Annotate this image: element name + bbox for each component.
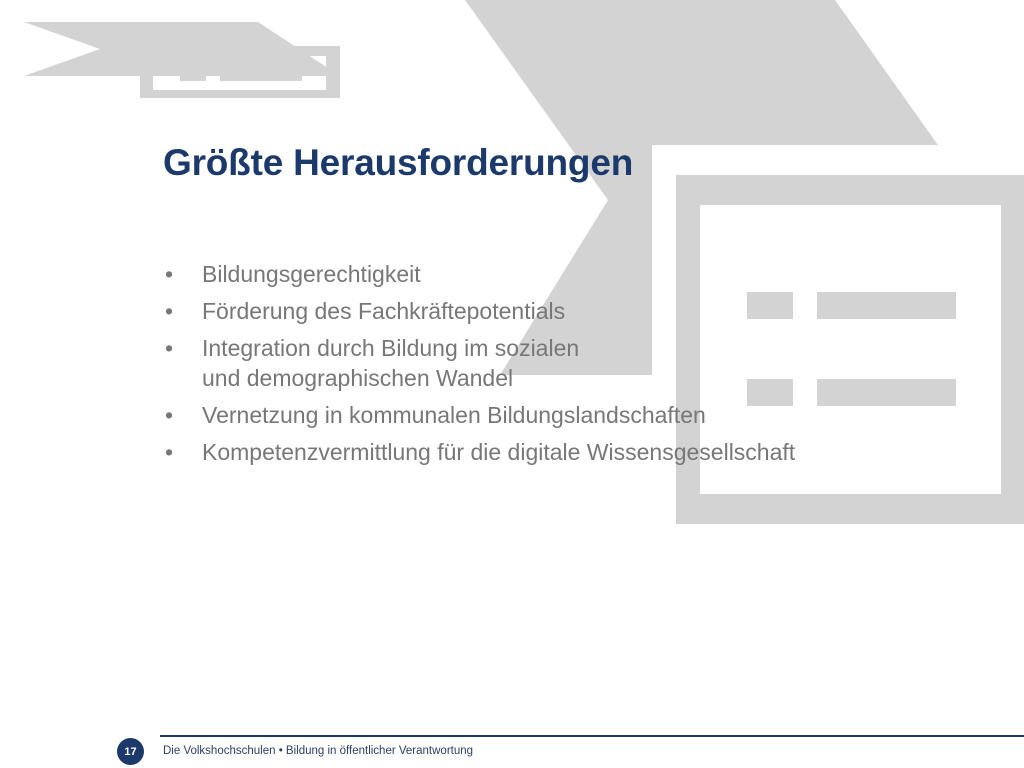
bullet-dot-icon: •: [165, 261, 174, 287]
bullet-item: [163, 437, 963, 467]
bullet-text: Kompetenzvermittlung für die digitale Wissensgesellschaft: [202, 439, 796, 465]
bullet-text-continuation: und demographischen Wandel: [202, 365, 514, 391]
bullet-text: Förderung des Fachkräftepotentials: [202, 298, 566, 324]
bullet-list: [163, 259, 963, 474]
small-card-line-3: [180, 76, 206, 81]
bullet-dot-icon: •: [165, 402, 174, 428]
bullet-dot-icon: •: [165, 298, 174, 324]
bullet-item: [163, 296, 963, 326]
bullet-item: [163, 400, 963, 430]
bullet-dot-icon: •: [165, 335, 174, 361]
bullet-text: Bildungsgerechtigkeit: [202, 261, 421, 287]
bullet-text: Integration durch Bildung im sozialen: [202, 335, 580, 361]
small-card-line-2: [220, 64, 302, 69]
small-card-line-4: [220, 76, 302, 81]
footer-text: Die Volkshochschulen • Bildung in öffentlicher Verantwortung: [163, 745, 474, 757]
bullet-item: [163, 259, 963, 289]
bullet-dot-icon: •: [165, 439, 174, 465]
page-number-badge: 17: [117, 738, 144, 765]
slide-title: Größte Herausforderungen: [163, 142, 634, 183]
small-card-line-1: [180, 64, 206, 69]
bullet-item: [163, 333, 963, 393]
bullet-text: Vernetzung in kommunalen Bildungslandschaften: [202, 402, 706, 428]
footer-divider: [160, 735, 1024, 737]
